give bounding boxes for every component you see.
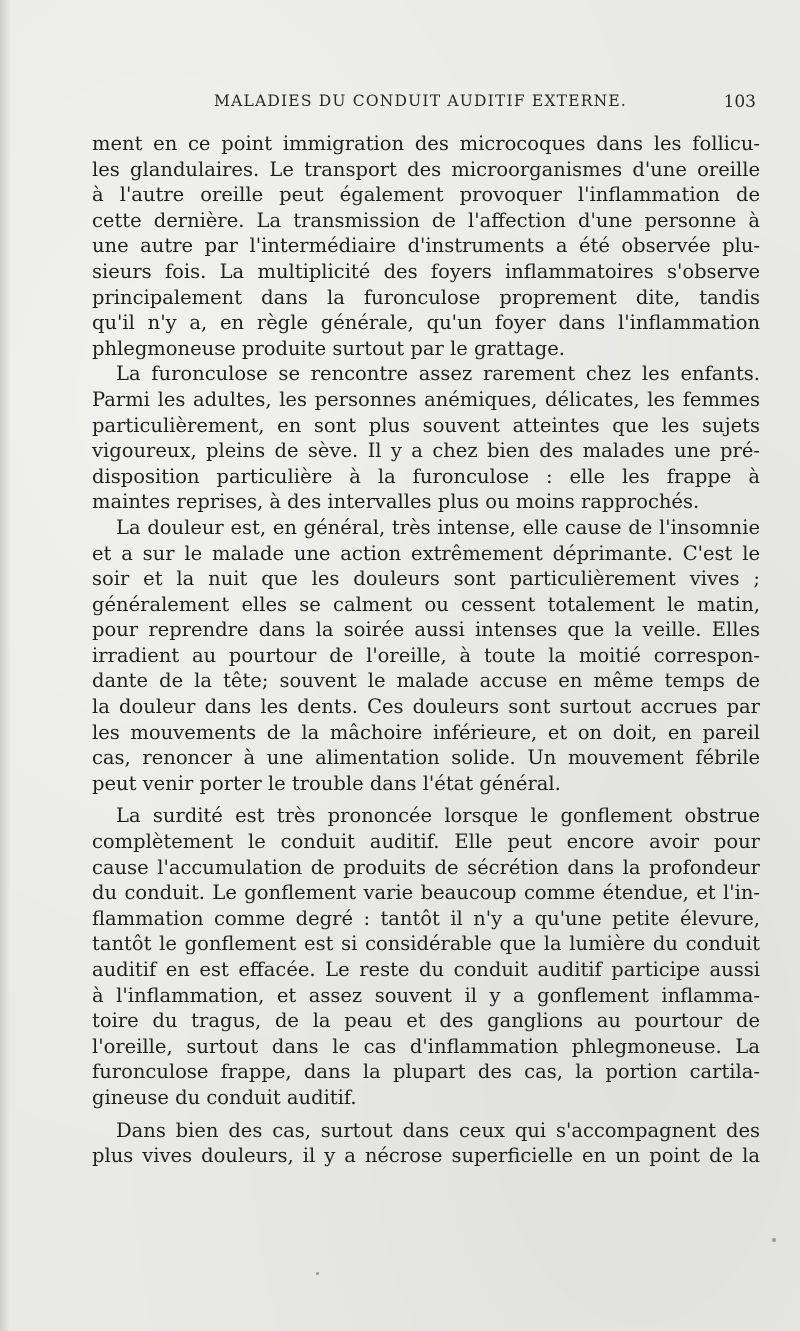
running-header [92, 92, 758, 116]
paragraph [92, 803, 760, 1110]
text-line: La furonculose se rencontre assez rarement chez les enfants. [116, 362, 760, 386]
text-line: les glandulaires. Le transport des microorganismes d'une oreille [92, 157, 760, 181]
text-line: peut venir porter le trouble dans l'état général. [92, 771, 561, 795]
text-line: Parmi les adultes, les personnes anémiques, délicates, les femmes [92, 387, 760, 411]
text-line: cas, renoncer à une alimentation solide. Un mouvement fébrile [92, 746, 760, 770]
text-line: maintes reprises, à des intervalles plus ou moins rapprochés. [92, 490, 700, 514]
running-title: MALADIES DU CONDUIT AUDITIF EXTERNE. [214, 92, 628, 110]
text-line: particulièrement, en sont plus souvent atteintes que les sujets [92, 413, 760, 437]
text-line: auditif en est effacée. Le reste du conduit auditif participe aussi [92, 958, 760, 981]
paper-speck [316, 1272, 319, 1275]
text-line: Dans bien des cas, surtout dans ceux qui s'accompagnent des [116, 1118, 760, 1142]
paragraph [92, 131, 760, 361]
text-line: complètement le conduit auditif. Elle peut encore avoir pour [92, 830, 760, 854]
text-line: phlegmoneuse produite surtout par le grattage. [92, 336, 565, 360]
text-line: plus vives douleurs, il y a nécrose superficielle en un point de la [92, 1144, 760, 1168]
text-line: ment en ce point immigration des microcoques dans les follicu- [92, 132, 760, 155]
text-line: furonculose frappe, dans la plupart des cas, la portion cartila- [92, 1060, 760, 1084]
text-line: vigoureux, pleins de sève. Il y a chez bien des malades une pré- [92, 439, 760, 463]
text-line: généralement elles se calment ou cessent totalement le matin, [92, 592, 760, 616]
paragraph [92, 361, 760, 515]
text-line: La surdité est très prononcée lorsque le gonflement obstrue [116, 804, 760, 828]
text-line: pour reprendre dans la soirée aussi intenses que la veille. Elles [92, 618, 760, 642]
text-line: cette dernière. La transmission de l'affection d'une personne à [92, 208, 760, 232]
text-line: La douleur est, en général, très intense, elle cause de l'insomnie [116, 515, 760, 539]
text-line: gineuse du conduit auditif. [92, 1085, 357, 1109]
text-line: qu'il n'y a, en règle générale, qu'un foyer dans l'inflammation [92, 311, 760, 335]
body-text [92, 131, 760, 1169]
text-line: la douleur dans les dents. Ces douleurs sont surtout accrues par [92, 695, 760, 719]
paper-speck [772, 1238, 776, 1242]
text-line: flammation comme degré : tantôt il n'y a qu'une petite élevure, [92, 906, 760, 930]
text-line: dante de la tête; souvent le malade accuse en même temps de [92, 669, 760, 693]
page-edge-shadow [0, 0, 10, 1331]
text-line: principalement dans la furonculose proprement dite, tandis [92, 285, 760, 309]
text-line: et a sur le malade une action extrêmement déprimante. C'est le [92, 541, 760, 565]
text-line: irradient au pourtour de l'oreille, à toute la moitié correspon- [92, 643, 760, 667]
text-line: les mouvements de la mâchoire inférieure, et on doit, en pareil [92, 720, 760, 744]
text-line: une autre par l'intermédiaire d'instruments a été observée plu- [92, 234, 760, 258]
text-line: à l'autre oreille peut également provoquer l'inflammation de [92, 183, 760, 207]
page-number: 103 [723, 92, 756, 112]
text-line: du conduit. Le gonflement varie beaucoup comme étendue, et l'in- [92, 881, 760, 905]
text-line: cause l'accumulation de produits de sécrétion dans la profondeur [92, 855, 760, 879]
text-line: sieurs fois. La multiplicité des foyers inflammatoires s'observe [92, 259, 760, 283]
text-line: l'oreille, surtout dans le cas d'inflammation phlegmoneuse. La [92, 1034, 760, 1058]
paragraph [92, 515, 760, 797]
text-line: tantôt le gonflement est si considérable que la lumière du conduit [92, 932, 760, 956]
text-line: soir et la nuit que les douleurs sont particulièrement vives ; [92, 567, 760, 591]
paragraph [92, 1118, 760, 1169]
text-line: disposition particulière à la furonculose : elle les frappe à [92, 464, 760, 488]
text-line: à l'inflammation, et assez souvent il y a gonflement inflamma- [92, 983, 760, 1007]
text-line: toire du tragus, de la peau et des ganglions au pourtour de [92, 1009, 760, 1033]
